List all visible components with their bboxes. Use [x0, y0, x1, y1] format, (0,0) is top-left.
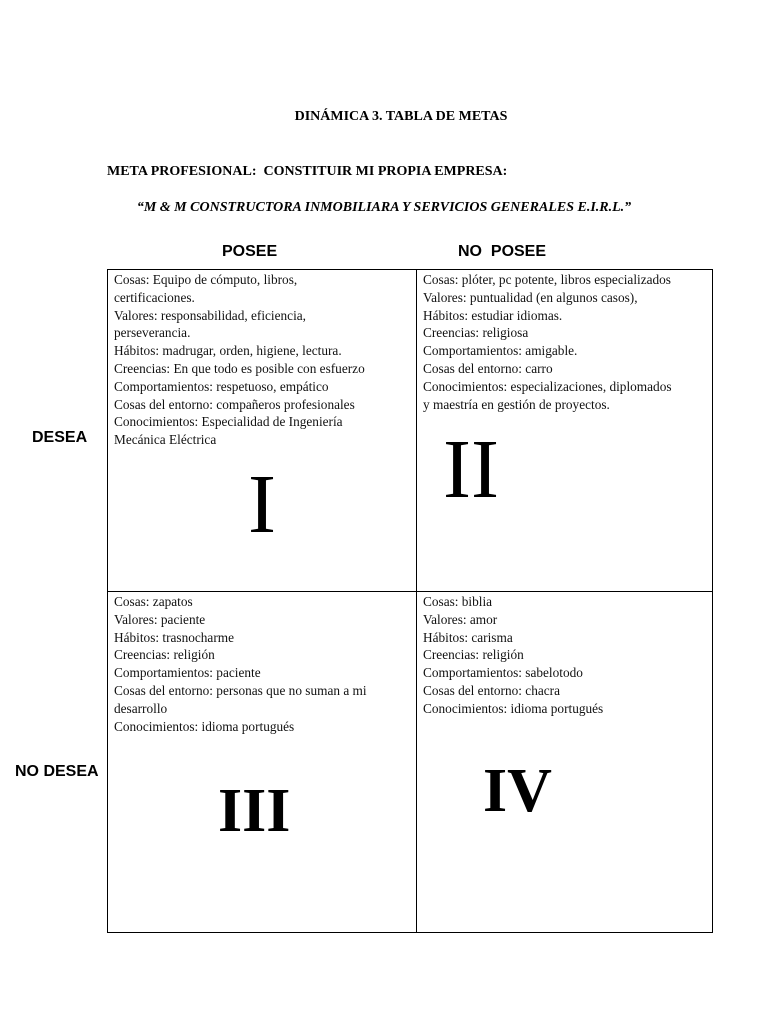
cell-line: Conocimientos: idioma portugués: [423, 700, 604, 716]
cell-line: Cosas del entorno: chacra: [423, 682, 560, 698]
cell-line: Valores: amor: [423, 611, 498, 627]
cell-line: Cosas: plóter, pc potente, libros especializados: [423, 272, 671, 287]
quadrant-numeral-iv: IV: [483, 757, 552, 825]
column-header-posee: POSEE: [222, 243, 278, 260]
cell-line: Comportamientos: sabelotodo: [423, 665, 583, 681]
table-cell-desea-posee: [114, 271, 412, 449]
cell-line: Hábitos: madrugar, orden, higiene, lectura.: [114, 343, 342, 359]
cell-line: perseverancia.: [114, 325, 191, 341]
document-title: DINÁMICA 3. TABLA DE METAS: [294, 109, 508, 124]
quadrant-numeral-i: I: [248, 458, 276, 551]
cell-line: Creencias: En que todo es posible con esfuerzo: [114, 360, 365, 376]
cell-line: Cosas: zapatos: [114, 594, 193, 609]
cell-line: desarrollo: [114, 700, 168, 716]
table-cell-no-desea-no-posee: [423, 593, 713, 718]
cell-line: Cosas del entorno: carro: [423, 360, 553, 376]
cell-line: Comportamientos: respetuoso, empático: [114, 378, 329, 394]
cell-line: Mecánica Eléctrica: [114, 432, 217, 448]
cell-line: Comportamientos: paciente: [114, 665, 261, 681]
cell-line: Creencias: religión: [423, 647, 524, 663]
table-cell-no-desea-posee: [114, 593, 412, 735]
cell-line: Cosas: Equipo de cómputo, libros,: [114, 272, 298, 287]
cell-line: Cosas del entorno: personas que no suman a mi: [114, 682, 367, 698]
cell-line: Hábitos: carisma: [423, 629, 513, 645]
cell-line: Hábitos: estudiar idiomas.: [423, 307, 563, 323]
cell-line: Conocimientos: Especialidad de Ingeniería: [114, 414, 343, 430]
cell-line: Creencias: religiosa: [423, 325, 529, 341]
cell-line: Cosas del entorno: compañeros profesionales: [114, 396, 355, 412]
row-header-no-desea: NO DESEA: [15, 763, 99, 780]
cell-line: Creencias: religión: [114, 647, 215, 663]
company-name: “M & M CONSTRUCTORA INMOBILIARA Y SERVICIOS GENERALES E.I.R.L.”: [136, 200, 632, 215]
cell-line: certificaciones.: [114, 289, 195, 305]
table-horizontal-divider: [107, 591, 713, 592]
table-cell-desea-no-posee: [423, 271, 713, 413]
cell-line: Valores: responsabilidad, eficiencia,: [114, 307, 306, 323]
cell-line: Conocimientos: especializaciones, diplomados: [423, 378, 672, 394]
cell-line: Cosas: biblia: [423, 594, 493, 609]
quadrant-numeral-ii: II: [443, 423, 499, 516]
cell-line: Valores: puntualidad (en algunos casos),: [423, 289, 638, 305]
row-header-desea: DESEA: [32, 429, 88, 446]
column-header-no-posee: NO POSEE: [458, 243, 547, 260]
quadrant-numeral-iii: III: [218, 777, 291, 845]
table-vertical-divider: [416, 269, 417, 933]
cell-line: Hábitos: trasnocharme: [114, 629, 235, 645]
cell-line: Valores: paciente: [114, 611, 206, 627]
professional-goal: META PROFESIONAL: CONSTITUIR MI PROPIA EMPRESA:: [107, 164, 508, 179]
cell-line: Comportamientos: amigable.: [423, 343, 578, 359]
cell-line: Conocimientos: idioma portugués: [114, 718, 295, 734]
cell-line: y maestría en gestión de proyectos.: [423, 396, 610, 412]
